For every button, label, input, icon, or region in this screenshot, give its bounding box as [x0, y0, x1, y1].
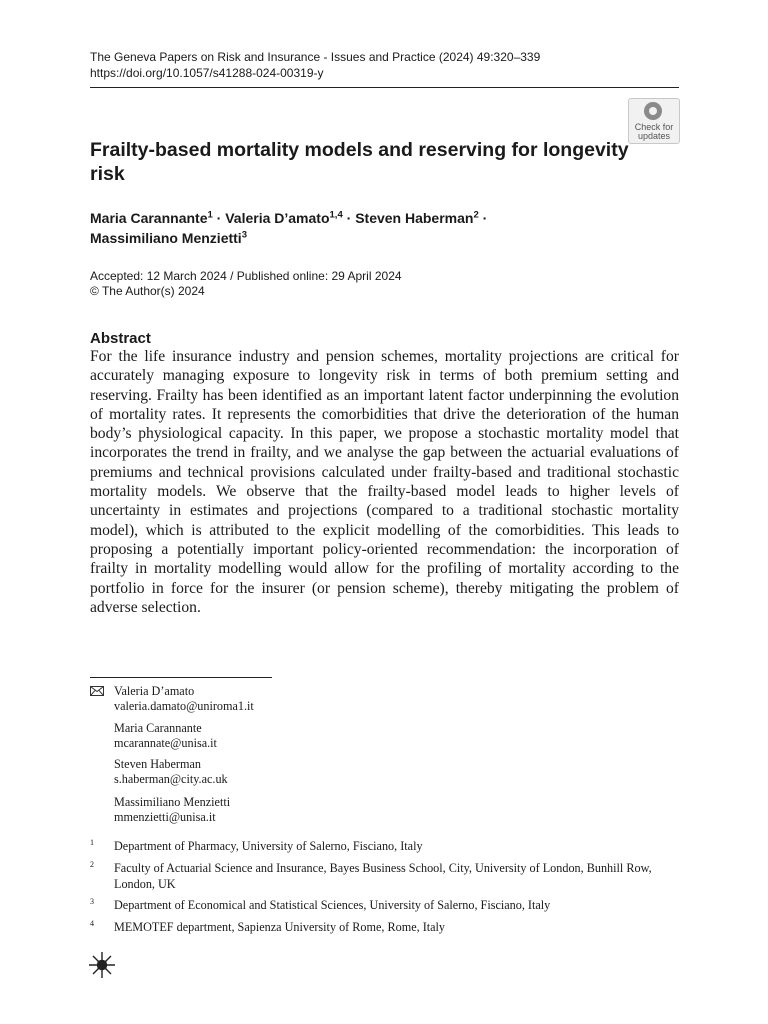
- contact-entry: [114, 684, 254, 714]
- contact-name: Valeria D’amato: [114, 684, 195, 698]
- badge-line-2: updates: [637, 131, 671, 141]
- author-affiliation-ref: 1: [207, 209, 213, 221]
- contact-name: Massimiliano Menzietti: [114, 795, 231, 809]
- contact-email[interactable]: mcarannate@unisa.it: [114, 736, 217, 750]
- doi-link[interactable]: https://doi.org/10.1057/s41288-024-00319-y: [90, 66, 324, 80]
- affiliation-text: MEMOTEF department, Sapienza University of Rome, Rome, Italy: [114, 920, 446, 934]
- author-list: [90, 208, 650, 248]
- author-separator: ·: [346, 210, 352, 226]
- affiliation-number: 4: [90, 919, 94, 928]
- author-affiliation-ref: 3: [241, 229, 247, 241]
- contact-name: Maria Carannante: [114, 721, 202, 735]
- contact-email[interactable]: s.haberman@city.ac.uk: [114, 772, 228, 786]
- check-for-updates-badge[interactable]: [628, 98, 680, 144]
- author-name: Maria Carannante: [90, 210, 208, 226]
- affiliation-number: 3: [90, 897, 94, 906]
- copyright-notice: © The Author(s) 2024: [90, 284, 205, 298]
- publication-dates: Accepted: 12 March 2024 / Published online: 29 April 2024: [90, 269, 402, 283]
- author-affiliation-ref: 2: [473, 209, 479, 221]
- affiliation-text: Department of Pharmacy, University of Salerno, Fisciano, Italy: [114, 839, 423, 853]
- envelope-icon: [90, 686, 104, 696]
- journal-citation: The Geneva Papers on Risk and Insurance - Issues and Practice (2024) 49:320–339: [90, 50, 541, 64]
- author-separator: ·: [216, 210, 222, 226]
- contact-entry: [114, 795, 230, 825]
- author-name: Steven Haberman: [355, 210, 474, 226]
- affiliation-number: 2: [90, 860, 94, 869]
- author-name: Massimiliano Menzietti: [90, 230, 242, 246]
- affiliation-text: Faculty of Actuarial Science and Insurance, Bayes Business School, City, University of London, Bunhill Row, London, UK: [114, 861, 652, 891]
- paper-title: Frailty-based mortality models and reserving for longevity risk: [90, 139, 629, 185]
- contact-email[interactable]: mmenzietti@unisa.it: [114, 810, 216, 824]
- contact-name: Steven Haberman: [114, 757, 201, 771]
- badge-line-1: Check for: [634, 122, 674, 132]
- abstract-heading: Abstract: [90, 330, 151, 347]
- affiliation-number: 1: [90, 838, 94, 847]
- contact-entry: [114, 721, 217, 751]
- header-divider: [90, 87, 679, 88]
- author-separator: ·: [482, 210, 488, 226]
- contact-email[interactable]: valeria.damato@uniroma1.it: [114, 699, 254, 713]
- affiliation-text: Department of Economical and Statistical Sciences, University of Salerno, Fisciano, Italy: [114, 898, 551, 912]
- springer-logo: [88, 951, 116, 979]
- footnote-divider: [90, 677, 272, 678]
- contact-entry: [114, 757, 228, 787]
- author-affiliation-ref: 1,4: [329, 209, 343, 221]
- abstract-text: For the life insurance industry and pension schemes, mortality projections are critical for accurately managing exposure to longevity risk in terms of both premium setting and reserving. Frailty has been identified as an important latent factor underpinning the evolution of mortality rates. It represents the comorbidities that drive the deterioration of the human body’s physiological capacity. In this paper, we propose a stochastic mortality model that incorporates the trend in frailty, and we analyse the gap between the actuarial evaluations of premiums and technical provisions calculated under frailty-based and traditional stochastic mortality models. We observe that the frailty-based model leads to higher levels of uncertainty in estimates and projections (compared to a traditional stochastic mortality model), which is attributed to the explicit modelling of the comorbidities. This leads to proposing a potentially important policy-oriented recommendation: the incorporation of frailty in mortality modelling would allow for the profiling of mortality according to the portfolio in force for the insurer (or pension scheme), thereby mitigating the problem of adverse selection.: [90, 348, 679, 616]
- check-updates-icon: [644, 102, 662, 120]
- author-name: Valeria D’amato: [225, 210, 330, 226]
